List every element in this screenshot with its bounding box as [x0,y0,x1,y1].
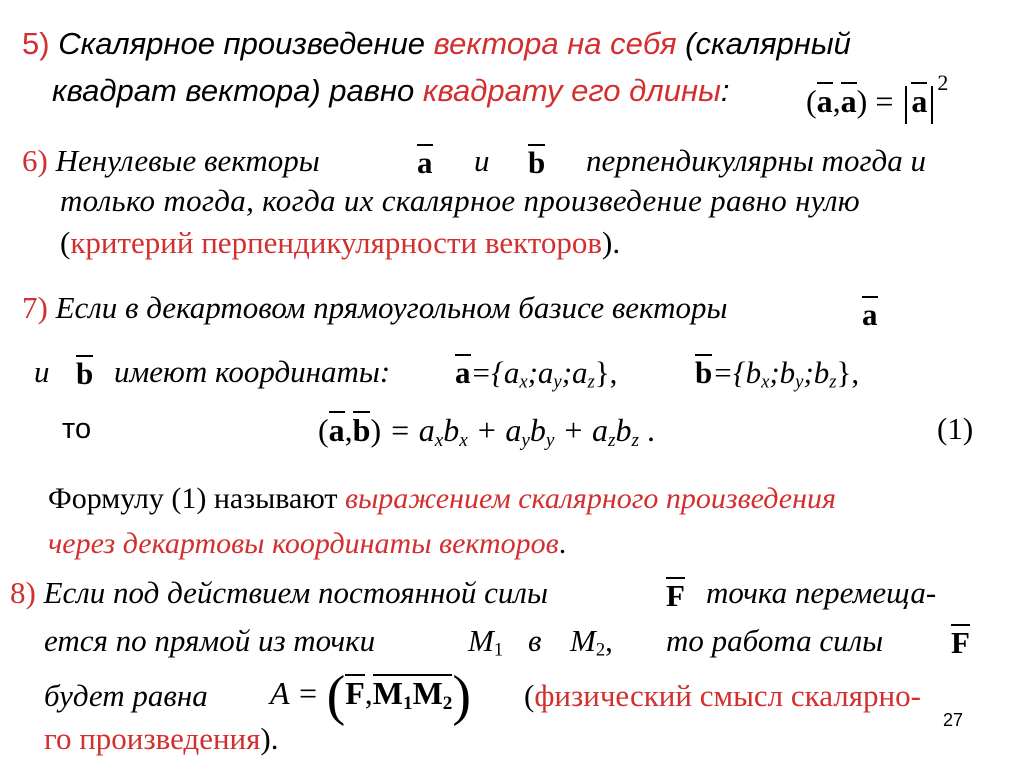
item6-text2: перпендикулярны тогда и [586,143,926,178]
item5-text1: Скалярное произведение [49,26,434,61]
point-M: M [570,623,596,658]
formula-text: + a [467,412,522,448]
point-M: M [412,675,443,711]
formula-paren: ) [856,83,868,119]
formula-note-dot: . [558,527,567,560]
vector-b: b [352,412,371,448]
item6-line3 [60,225,620,261]
item6-and: и [474,143,490,178]
item8-line3: будет равна [44,678,208,713]
item8-phys-line1 [524,678,921,714]
formula-text: b [443,412,460,448]
abs-bar [931,86,933,124]
item8-v: в [528,623,542,658]
item5-line1 [22,26,851,62]
formula-note-line1 [48,482,836,516]
formula-text: + a [554,412,609,448]
paren: ( [524,678,535,713]
paren: ( [60,225,71,260]
item6-line2: только тогда, когда их скалярное произведение равно нулю [60,183,860,218]
item8-text2: точка перемеща- [706,575,937,610]
formula-paren: ( [806,83,817,119]
subscript: y [553,371,562,393]
formula-note-highlight: через декартовы координаты векторов [48,527,559,560]
coord-text: ;b [803,355,830,390]
item6-number: 6) [22,143,48,178]
vector-a: a [862,297,878,332]
item5-formula [806,70,948,124]
vector-b: b [76,356,94,391]
subscript: z [631,429,639,451]
subscript: x [434,429,444,451]
item8-vec-F [666,577,685,614]
coord-text: ;a [527,355,554,390]
formula-paren: ) [370,412,382,448]
item8-line2b: то работа силы [666,623,884,658]
subscript: z [587,371,595,393]
subscript: x [459,429,468,451]
item8-formula [270,665,472,727]
subscript: 2 [442,692,453,714]
item5-number: 5) [22,26,50,61]
item7-and: и [34,354,50,389]
item7-line1 [22,290,728,326]
vector-b: b [528,145,546,180]
subscript: y [795,371,804,393]
item5-text3: квадрат вектора) равно [52,73,423,108]
vector-F: F [666,578,685,613]
item5-line2 [52,73,730,109]
vector-F: F [951,625,970,660]
item8-point-M2 [570,623,613,662]
formula-big-paren: ) [452,665,472,727]
item8-line1 [10,575,548,611]
formula-note-text: Формулу (1) называют [48,482,345,515]
subscript: 2 [595,639,606,661]
comma: , [605,623,613,658]
vector-a: a [840,83,857,119]
item7-coords-a [455,354,617,394]
vector-a: a [455,355,471,390]
vector-F: F [345,675,365,711]
item8-physical-meaning: физический смысл скалярно- [534,678,921,713]
coord-text: }, [836,355,860,390]
formula-comma: , [344,412,353,448]
point-M: M [372,675,403,711]
item7-coords-b [695,354,859,394]
item7-vec-a [862,296,878,333]
subscript: 1 [402,692,413,714]
subscript: 1 [493,639,504,661]
subscript: x [761,371,770,393]
subscript: z [608,429,616,451]
coord-text: }, [594,355,618,390]
vector-b: b [695,355,713,390]
formula-text: . [638,412,655,448]
paren: ). [602,225,621,260]
equation-number: (1) [937,411,974,446]
formula-comma: , [364,675,373,711]
item7-text2: имеют координаты: [114,354,391,389]
formula-text: = a [381,412,435,448]
item6-text1: Ненулевые векторы [47,143,320,178]
item8-vec-F2 [951,624,970,661]
item8-number: 8) [10,575,36,610]
item6-criterion: критерий перпендикулярности векторов [70,225,603,260]
coord-text: ;a [561,355,588,390]
formula-text: b [615,412,632,448]
item5-highlight2: квадрату его длины [422,73,721,108]
item7-text1: Если в декартовом прямоугольном базисе векторы [47,290,728,325]
formula-note-line2 [48,527,566,561]
vector-a: a [328,412,345,448]
formula-text: A = [270,675,319,711]
item7-formula [318,411,655,452]
vector-a: a [417,145,433,180]
abs-bar [905,86,907,124]
item5-text2: (скалярный [676,26,851,61]
subscript: y [521,429,530,451]
coord-text: ={a [470,355,520,390]
page-number: 27 [943,710,964,730]
formula-text: b [529,412,546,448]
item8-physical-meaning: го произведения [44,721,261,756]
item8-text1: Если под действием постоянной силы [35,575,548,610]
formula-note-highlight: выражением скалярного произведения [344,482,836,515]
item8-point-M1 [468,623,503,662]
paren: ). [260,721,279,756]
item6-vec-a [417,144,433,181]
vector-a: a [816,83,833,119]
vector-a: a [911,83,928,119]
item7-vec-b [76,355,93,392]
item8-phys-line2 [44,721,278,757]
item5-highlight1: вектора на себя [433,26,677,61]
point-M: M [468,623,494,658]
coord-text: ;b [769,355,796,390]
formula-paren: ( [318,412,329,448]
formula-equals: = [875,83,894,119]
subscript: y [545,429,555,451]
formula-big-paren: ( [326,665,346,727]
formula-exponent: 2 [937,70,949,95]
item8-line2a: ется по прямой из точки [44,623,376,658]
coord-text: ={b [712,355,762,390]
formula-comma: , [832,83,841,119]
vector-M1M2 [373,674,453,713]
item6-vec-b [528,144,545,181]
subscript: x [519,371,528,393]
subscript: z [829,371,837,393]
item5-colon: : [720,73,730,108]
item7-to: то [62,413,92,445]
item7-number: 7) [22,290,48,325]
item6-line1 [22,143,320,179]
